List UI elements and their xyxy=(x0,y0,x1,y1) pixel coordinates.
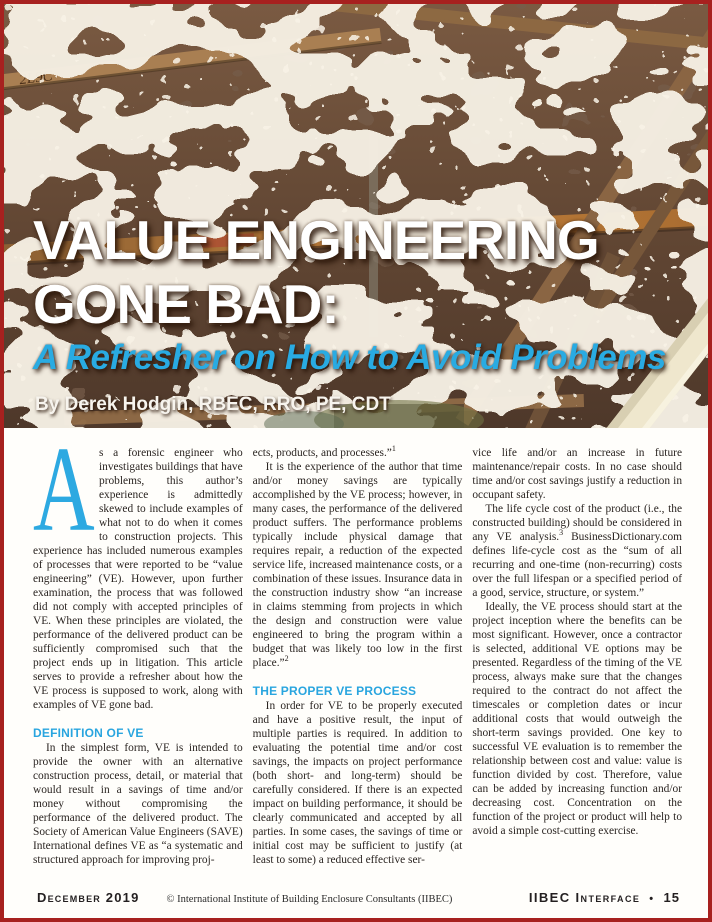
article-subtitle: A Refresher on How to Avoid Problems xyxy=(33,338,666,377)
drop-cap: A xyxy=(33,428,95,557)
hero-photo xyxy=(4,4,708,428)
footnote-ref-1: 1 xyxy=(391,444,396,454)
process-paragraph-continued: vice life and/or an increase in future maintenance/repair costs. In no case should time and/or cost savings justify a reduction in occupant safety. xyxy=(472,447,683,501)
footnote-ref-3: 3 xyxy=(559,528,564,538)
page-footer xyxy=(37,890,680,905)
footer-publication xyxy=(529,890,680,905)
hero-title-block xyxy=(33,208,693,336)
footer-issue-date: December 2019 xyxy=(37,890,140,905)
experience-paragraph: It is the experience of the author that time and/or money savings are typically accomplished by the VE process; however, in many cases, the performance of the delivered product suffers. The performance problems typically include physical damage that requires repair, a reduction of the expected service life, increased maintenance costs, or a combination of these issues. Insurance data in the construction industry show “an increase in claims stemming from projects in which the design and construction were value engineered to bring the program within a budget that was likely too low in the first place.”$^2$ xyxy=(252,461,463,669)
article-title-line1: VALUE ENGINEERING xyxy=(33,209,599,271)
definition-paragraph: In the simplest form, VE is intended to provide the owner with an alternative construction process, detail, or material that would result in a savings of time and/or money without compromising the performance of the delivered product. The Society of American Value Engineers (SAVE) International defines VE as “a systematic and structured approach for improving proj- xyxy=(33,742,243,866)
timing-paragraph: Ideally, the VE process should start at the project inception where the benefits can be most significant. However, once a contractor is selected, additional VE options may be presented. Regardless of the timing of the VE process, always make sure that the changes required to the contract do not affect the timescales or completion dates or incur additional costs that would outweigh the short-term savings provided. One key to successful VE evaluation is to remember the relationship between cost and value: value is function divided by cost. Therefore, value can be added by increasing function and/or decreasing cost. Concentration on the function of the project or product will help to avoid a simple cost-cutting exercise. xyxy=(472,601,683,837)
process-paragraph: In order for VE to be properly executed and have a positive result, the input of multiple parties is required. In addition to evaluating the potential time and/or cost savings, the impacts on project performance (both short- and long-term) should be carefully considered. If there is an expected impact on building performance, it should be clearly communicated and accepted by all parties. In some cases, the savings of time or initial cost may be sufficient to justify (at least to some) a reduced effective ser- xyxy=(252,700,463,866)
lead-paragraph-text: s a forensic engineer who investigates buildings that have problems, this author’s experience is admittedly skewed to include examples of what not to do when it comes to construction projects. This experience has included numerous examples of processes that were reported to be “value engineering” (VE). However, upon further examination, the process that was followed did not comply with accepted principles of VE. When these principles are violated, the performance of the delivered product can be sufficiently compromised such that the project ends up in litigation. This article serves to provide a refresher about how the VE process is supposed to work, along with examples of VE gone bad. xyxy=(33,447,243,711)
footer-page-number: 15 xyxy=(663,890,680,905)
life-cycle-paragraph: The life cycle cost of the product (i.e., the constructed building) should be considered in any VE analysis.$^3$ BusinessDictionary.com defines life-cycle cost as the “sum of all recurring and one-time (non-recurring) costs over the full lifespan or a specified period of a good, service, structure, or system.” xyxy=(472,503,683,599)
article-column-3 xyxy=(472,446,682,886)
article-column-2 xyxy=(253,446,463,886)
article-byline: By Derek Hodgin, RBEC, RRO, PE, CDT xyxy=(35,394,391,415)
footer-bullet: • xyxy=(649,893,655,905)
article-column-1 xyxy=(33,428,243,886)
footer-copyright: © International Institute of Building Enclosure Consultants (IIBEC) xyxy=(166,894,453,905)
article-title-line2: GONE BAD: xyxy=(33,273,339,335)
definition-paragraph-continued: ects, products, and processes.”$^1$ xyxy=(252,444,396,459)
footnote-ref-2: 2 xyxy=(284,654,289,664)
article-body xyxy=(4,428,708,886)
footer-publication-name: IIBEC Interface xyxy=(528,890,641,905)
section-heading-definition-of-ve: DEFINITION OF VE xyxy=(33,726,144,740)
section-heading-proper-ve-process: THE PROPER VE PROCESS xyxy=(252,684,417,698)
lead-paragraph xyxy=(33,428,243,712)
